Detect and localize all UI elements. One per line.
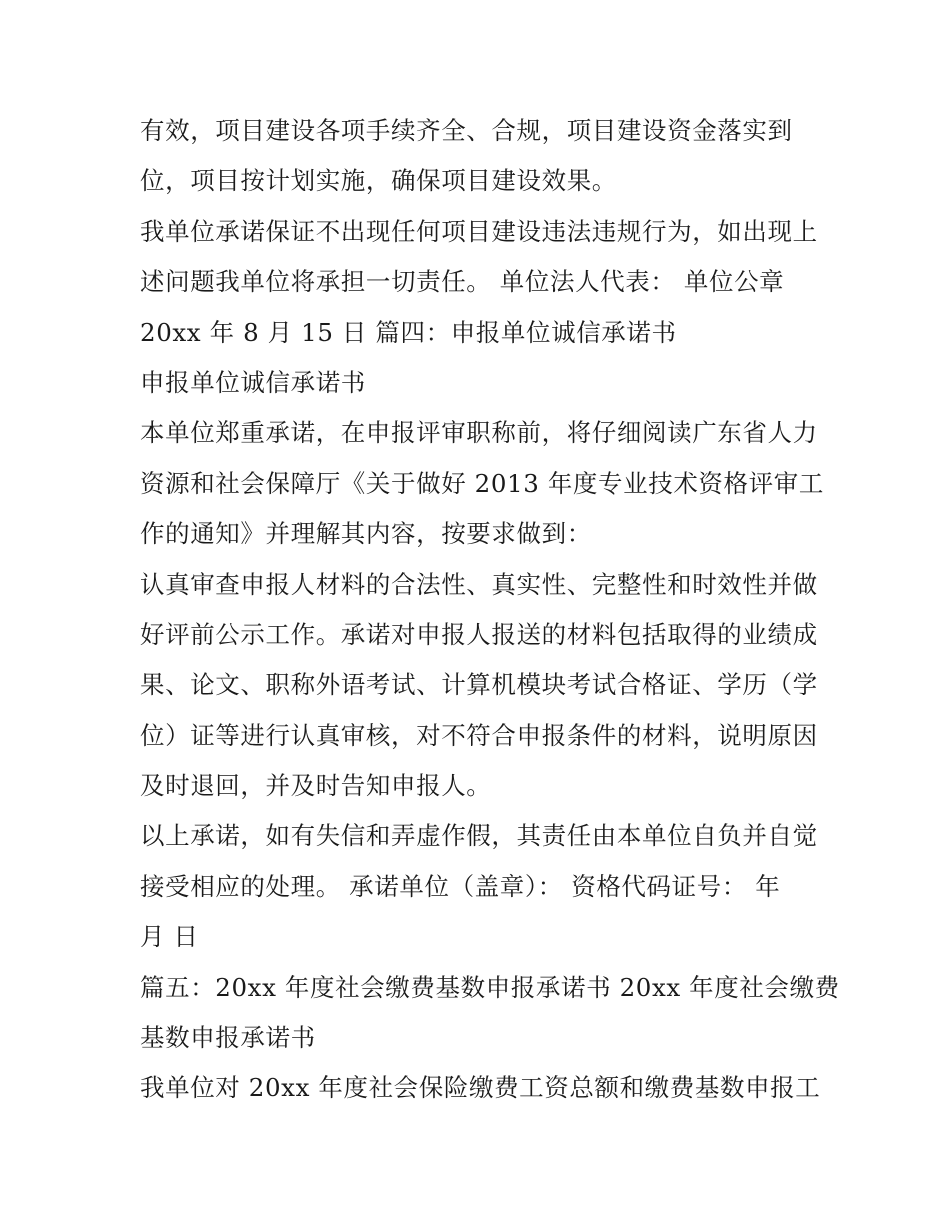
text-line: 以上承诺，如有失信和弄虚作假，其责任由本单位自负并自觉 [140, 821, 818, 851]
text-line: 月 日 [140, 922, 199, 952]
document-body [140, 106, 840, 1114]
text-line: 20xx 年 8 月 15 日 篇四：申报单位诚信承诺书 [140, 317, 677, 347]
text-line: 本单位郑重承诺，在申报评审职称前，将仔细阅读广东省人力 [140, 418, 818, 448]
text-line: 篇五：20xx 年度社会缴费基数申报承诺书 20xx 年度社会缴费 [140, 972, 840, 1002]
text-line: 接受相应的处理。 承诺单位（盖章）： 资格代码证号： 年 [140, 871, 781, 901]
text-line: 基数申报承诺书 [140, 1023, 316, 1053]
text-line: 有效，项目建设各项手续齐全、合规，项目建设资金落实到 [140, 116, 793, 145]
text-line: 位）证等进行认真审核，对不符合申报条件的材料，说明原因 [140, 720, 818, 750]
text-line: 我单位对 20xx 年度社会保险缴费工资总额和缴费基数申报工 [140, 1073, 821, 1103]
text-line: 作的通知》并理解其内容，按要求做到： [140, 519, 592, 549]
text-line: 位，项目按计划实施，确保项目建设效果。 [140, 166, 617, 196]
text-line: 资源和社会保障厅《关于做好 2013 年度专业技术资格评审工 [140, 468, 824, 498]
section-heading: 申报单位诚信承诺书 [140, 367, 366, 397]
text-line: 好评前公示工作。承诺对申报人报送的材料包括取得的业绩成 [140, 619, 818, 649]
text-line: 认真审查申报人材料的合法性、真实性、完整性和时效性并做 [140, 569, 818, 599]
text-line: 果、论文、职称外语考试、计算机模块考试合格证、学历（学 [140, 670, 818, 700]
text-line: 及时退回，并及时告知申报人。 [140, 771, 492, 801]
text-line: 述问题我单位将承担一切责任。 单位法人代表： 单位公章 [140, 267, 785, 297]
text-line: 我单位承诺保证不出现任何项目建设违法违规行为，如出现上 [140, 216, 818, 246]
